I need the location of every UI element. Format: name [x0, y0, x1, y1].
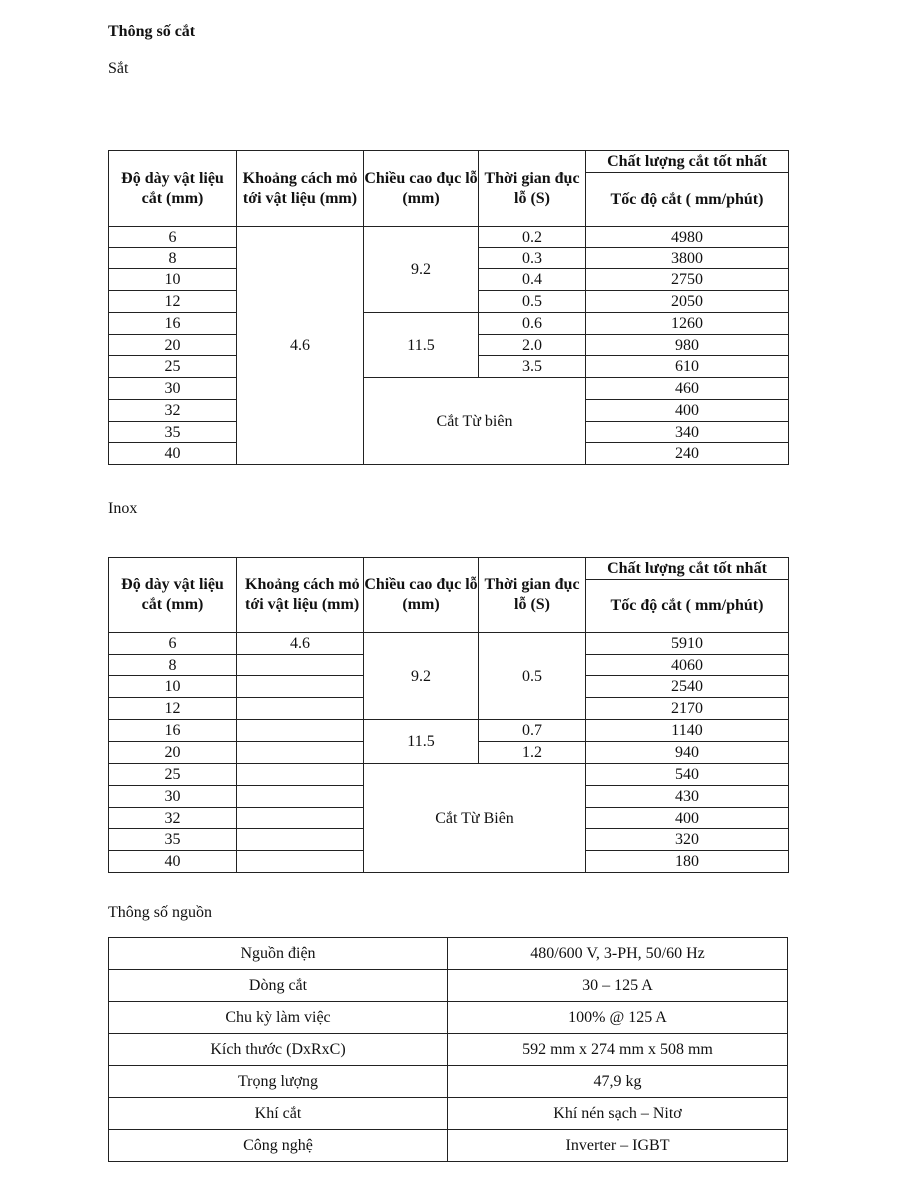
thickness-cell: 12	[109, 698, 237, 720]
thickness-cell: 12	[109, 291, 237, 313]
thickness-cell: 25	[109, 356, 237, 378]
speed-cell: 3800	[586, 248, 789, 269]
spec-value-cell: 480/600 V, 3-PH, 50/60 Hz	[448, 938, 788, 970]
speed-cell: 980	[586, 335, 789, 356]
header-thickness: Độ dày vật liệu cắt (mm)	[109, 151, 237, 227]
speed-cell: 340	[586, 422, 789, 443]
thickness-cell: 20	[109, 335, 237, 356]
distance-cell	[237, 808, 364, 829]
thickness-cell: 20	[109, 742, 237, 764]
distance-cell	[237, 720, 364, 742]
section-label-inox: Inox	[108, 500, 138, 517]
header-pierce-height: Chiều cao đục lỗ (mm)	[364, 151, 479, 227]
spec-value-cell: Inverter – IGBT	[448, 1130, 788, 1162]
header-pierce-time: Thời gian đục lỗ (S)	[479, 558, 586, 633]
speed-cell: 940	[586, 742, 789, 764]
header-pierce-height: Chiều cao đục lỗ (mm)	[364, 558, 479, 633]
speed-cell: 540	[586, 764, 789, 786]
thickness-cell: 16	[109, 313, 237, 335]
speed-cell: 2750	[586, 269, 789, 291]
speed-cell: 4980	[586, 227, 789, 248]
speed-cell: 1140	[586, 720, 789, 742]
speed-cell: 610	[586, 356, 789, 378]
spec-value-cell: 30 – 125 A	[448, 970, 788, 1002]
speed-cell: 400	[586, 400, 789, 422]
cutting-table-inox	[108, 557, 789, 873]
speed-cell: 1260	[586, 313, 789, 335]
thickness-cell: 40	[109, 443, 237, 465]
table-row	[109, 1098, 788, 1130]
pierce-time-cell: 0.4	[479, 269, 586, 291]
speed-cell: 400	[586, 808, 789, 829]
speed-cell: 2170	[586, 698, 789, 720]
header-speed: Tốc độ cắt ( mm/phút)	[586, 173, 789, 227]
thickness-cell: 6	[109, 227, 237, 248]
thickness-cell: 25	[109, 764, 237, 786]
spec-value-cell: 47,9 kg	[448, 1066, 788, 1098]
thickness-cell: 30	[109, 378, 237, 400]
distance-cell	[237, 742, 364, 764]
speed-cell: 430	[586, 786, 789, 808]
table-row	[109, 938, 788, 970]
table-row	[109, 970, 788, 1002]
table-row	[109, 378, 789, 400]
pierce-height-cell: 9.2	[364, 227, 479, 313]
thickness-cell: 8	[109, 655, 237, 676]
pierce-time-cell: 0.7	[479, 720, 586, 742]
table-row	[109, 720, 789, 742]
thickness-cell: 40	[109, 851, 237, 873]
speed-cell: 460	[586, 378, 789, 400]
distance-cell	[237, 676, 364, 698]
speed-cell: 2050	[586, 291, 789, 313]
table-row	[109, 1034, 788, 1066]
pierce-time-cell: 0.3	[479, 248, 586, 269]
spec-name-cell: Trọng lượng	[109, 1066, 448, 1098]
pierce-time-cell: 3.5	[479, 356, 586, 378]
distance-cell: 4.6	[237, 227, 364, 465]
header-speed: Tốc độ cắt ( mm/phút)	[586, 580, 789, 633]
thickness-cell: 6	[109, 633, 237, 655]
table-row	[109, 1066, 788, 1098]
header-distance: Khoảng cách mỏ tới vật liệu (mm)	[237, 151, 364, 227]
speed-cell: 4060	[586, 655, 789, 676]
thickness-cell: 35	[109, 829, 237, 851]
pierce-time-cell: 0.6	[479, 313, 586, 335]
pierce-height-cell: 11.5	[364, 313, 479, 378]
distance-cell	[237, 698, 364, 720]
spec-value-cell: Khí nén sạch – Nitơ	[448, 1098, 788, 1130]
table-row	[109, 764, 789, 786]
pierce-time-cell: 0.5	[479, 633, 586, 720]
pierce-time-cell: 0.5	[479, 291, 586, 313]
thickness-cell: 35	[109, 422, 237, 443]
table-row	[109, 1130, 788, 1162]
table-row	[109, 633, 789, 655]
thickness-cell: 8	[109, 248, 237, 269]
section-label-sat: Sắt	[108, 60, 129, 77]
pierce-time-cell: 2.0	[479, 335, 586, 356]
thickness-cell: 32	[109, 808, 237, 829]
spec-name-cell: Chu kỳ làm việc	[109, 1002, 448, 1034]
spec-name-cell: Kích thước (DxRxC)	[109, 1034, 448, 1066]
pierce-height-cell: 9.2	[364, 633, 479, 720]
speed-cell: 320	[586, 829, 789, 851]
thickness-cell: 30	[109, 786, 237, 808]
spec-value-cell: 100% @ 125 A	[448, 1002, 788, 1034]
speed-cell: 5910	[586, 633, 789, 655]
header-thickness: Độ dày vật liệu cắt (mm)	[109, 558, 237, 633]
spec-name-cell: Nguồn điện	[109, 938, 448, 970]
distance-cell	[237, 851, 364, 873]
spec-name-cell: Dòng cắt	[109, 970, 448, 1002]
cutting-table-sat	[108, 150, 789, 465]
page-heading: Thông số cắt	[108, 23, 196, 40]
edge-start-cell: Cắt Từ biên	[364, 378, 586, 465]
table-row	[109, 313, 789, 335]
power-spec-table	[108, 937, 788, 1162]
distance-cell	[237, 829, 364, 851]
speed-cell: 180	[586, 851, 789, 873]
header-distance: Khoảng cách mỏ tới vật liệu (mm)	[237, 558, 364, 633]
pierce-time-cell: 1.2	[479, 742, 586, 764]
thickness-cell: 16	[109, 720, 237, 742]
spec-name-cell: Khí cắt	[109, 1098, 448, 1130]
spec-name-cell: Công nghệ	[109, 1130, 448, 1162]
header-quality: Chất lượng cắt tốt nhất	[586, 558, 789, 580]
spec-value-cell: 592 mm x 274 mm x 508 mm	[448, 1034, 788, 1066]
thickness-cell: 10	[109, 676, 237, 698]
thickness-cell: 32	[109, 400, 237, 422]
pierce-height-cell: 11.5	[364, 720, 479, 764]
speed-cell: 240	[586, 443, 789, 465]
table-row	[109, 1002, 788, 1034]
distance-cell	[237, 655, 364, 676]
pierce-time-cell: 0.2	[479, 227, 586, 248]
distance-cell	[237, 786, 364, 808]
distance-cell	[237, 764, 364, 786]
header-quality: Chất lượng cắt tốt nhất	[586, 151, 789, 173]
speed-cell: 2540	[586, 676, 789, 698]
distance-cell: 4.6	[237, 633, 364, 655]
table-row	[109, 227, 789, 248]
edge-start-cell: Cắt Từ Biên	[364, 764, 586, 873]
thickness-cell: 10	[109, 269, 237, 291]
section-label-power: Thông số nguồn	[108, 904, 212, 921]
header-pierce-time: Thời gian đục lỗ (S)	[479, 151, 586, 227]
